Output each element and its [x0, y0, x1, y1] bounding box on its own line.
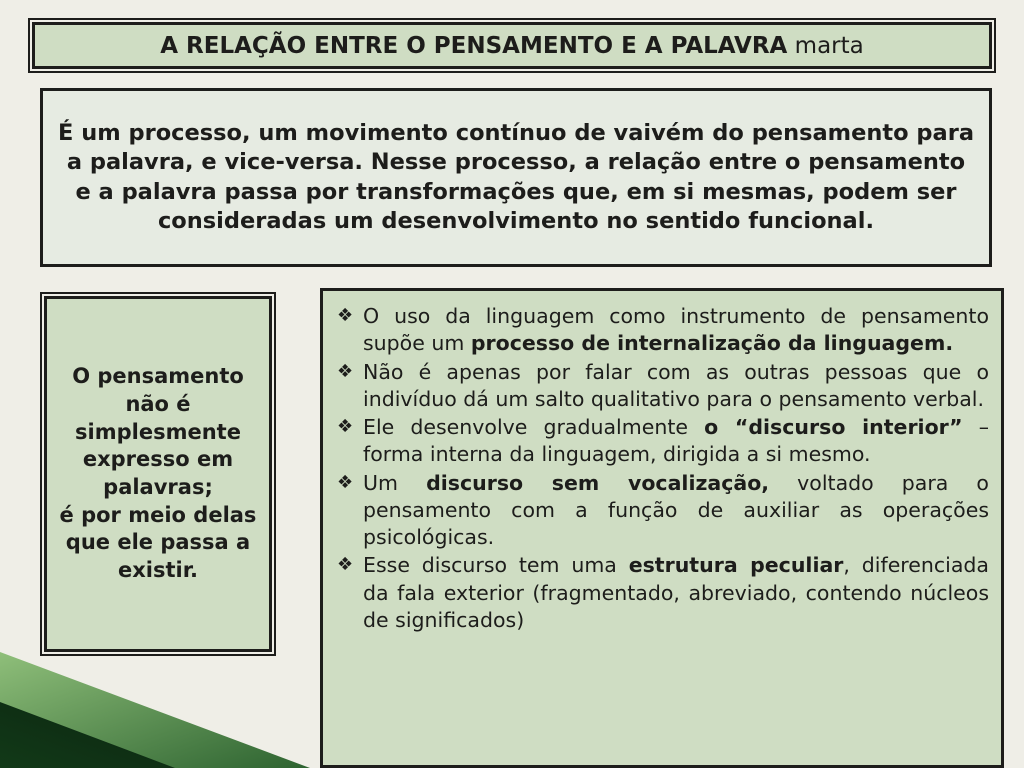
- intro-paragraph-box: [40, 88, 992, 267]
- list-item: [335, 303, 989, 358]
- diamond-bullet-icon: ❖: [337, 554, 354, 576]
- bullet-list: [335, 303, 989, 634]
- diamond-bullet-icon: ❖: [337, 305, 354, 326]
- list-item-text: O uso da linguagem como instrumento de pensamento supõe um processo de internalização da linguagem.: [363, 304, 989, 356]
- list-item-text: Esse discurso tem uma estrutura peculiar, diferenciada da fala exterior (fragmentado, abreviado, contendo núcleos de significados): [363, 553, 989, 632]
- list-item: [335, 470, 989, 552]
- page-title-main: A RELAÇÃO ENTRE O PENSAMENTO E A PALAVRA: [160, 32, 788, 59]
- diamond-bullet-icon: ❖: [337, 471, 354, 493]
- list-item: [335, 359, 989, 414]
- diamond-bullet-icon: ❖: [337, 416, 354, 437]
- page-title-author: marta: [787, 32, 864, 59]
- list-item: [335, 552, 989, 634]
- bullet-list-box: [320, 288, 1004, 768]
- page-title: [160, 33, 864, 59]
- list-item-text: Ele desenvolve gradualmente o “discurso interior” – forma interna da linguagem, dirigida a si mesmo.: [363, 415, 989, 467]
- left-statement-box: [44, 296, 272, 652]
- left-statement-text: O pensamento não é simplesmente expresso em palavras; é por meio delas que ele passa a existir.: [59, 364, 257, 583]
- slide-title-box: [32, 22, 992, 69]
- intro-paragraph-text: É um processo, um movimento contínuo de vaivém do pensamento para a palavra, e vice-versa. Nesse processo, a relação entre o pensamento e a palavra passa por transformações que, em si mesmas, podem ser consideradas um desenvolvimento no sentido funcional.: [58, 120, 974, 234]
- list-item-text: Não é apenas por falar com as outras pessoas que o indivíduo dá um salto qualitativo para o pensamento verbal.: [363, 359, 989, 411]
- list-item: [335, 414, 989, 469]
- list-item-text: Um discurso sem vocalização, voltado para o pensamento com a função de auxiliar as operações psicológicas.: [363, 470, 989, 549]
- corner-decoration: [0, 638, 330, 768]
- diamond-bullet-icon: ❖: [337, 360, 354, 382]
